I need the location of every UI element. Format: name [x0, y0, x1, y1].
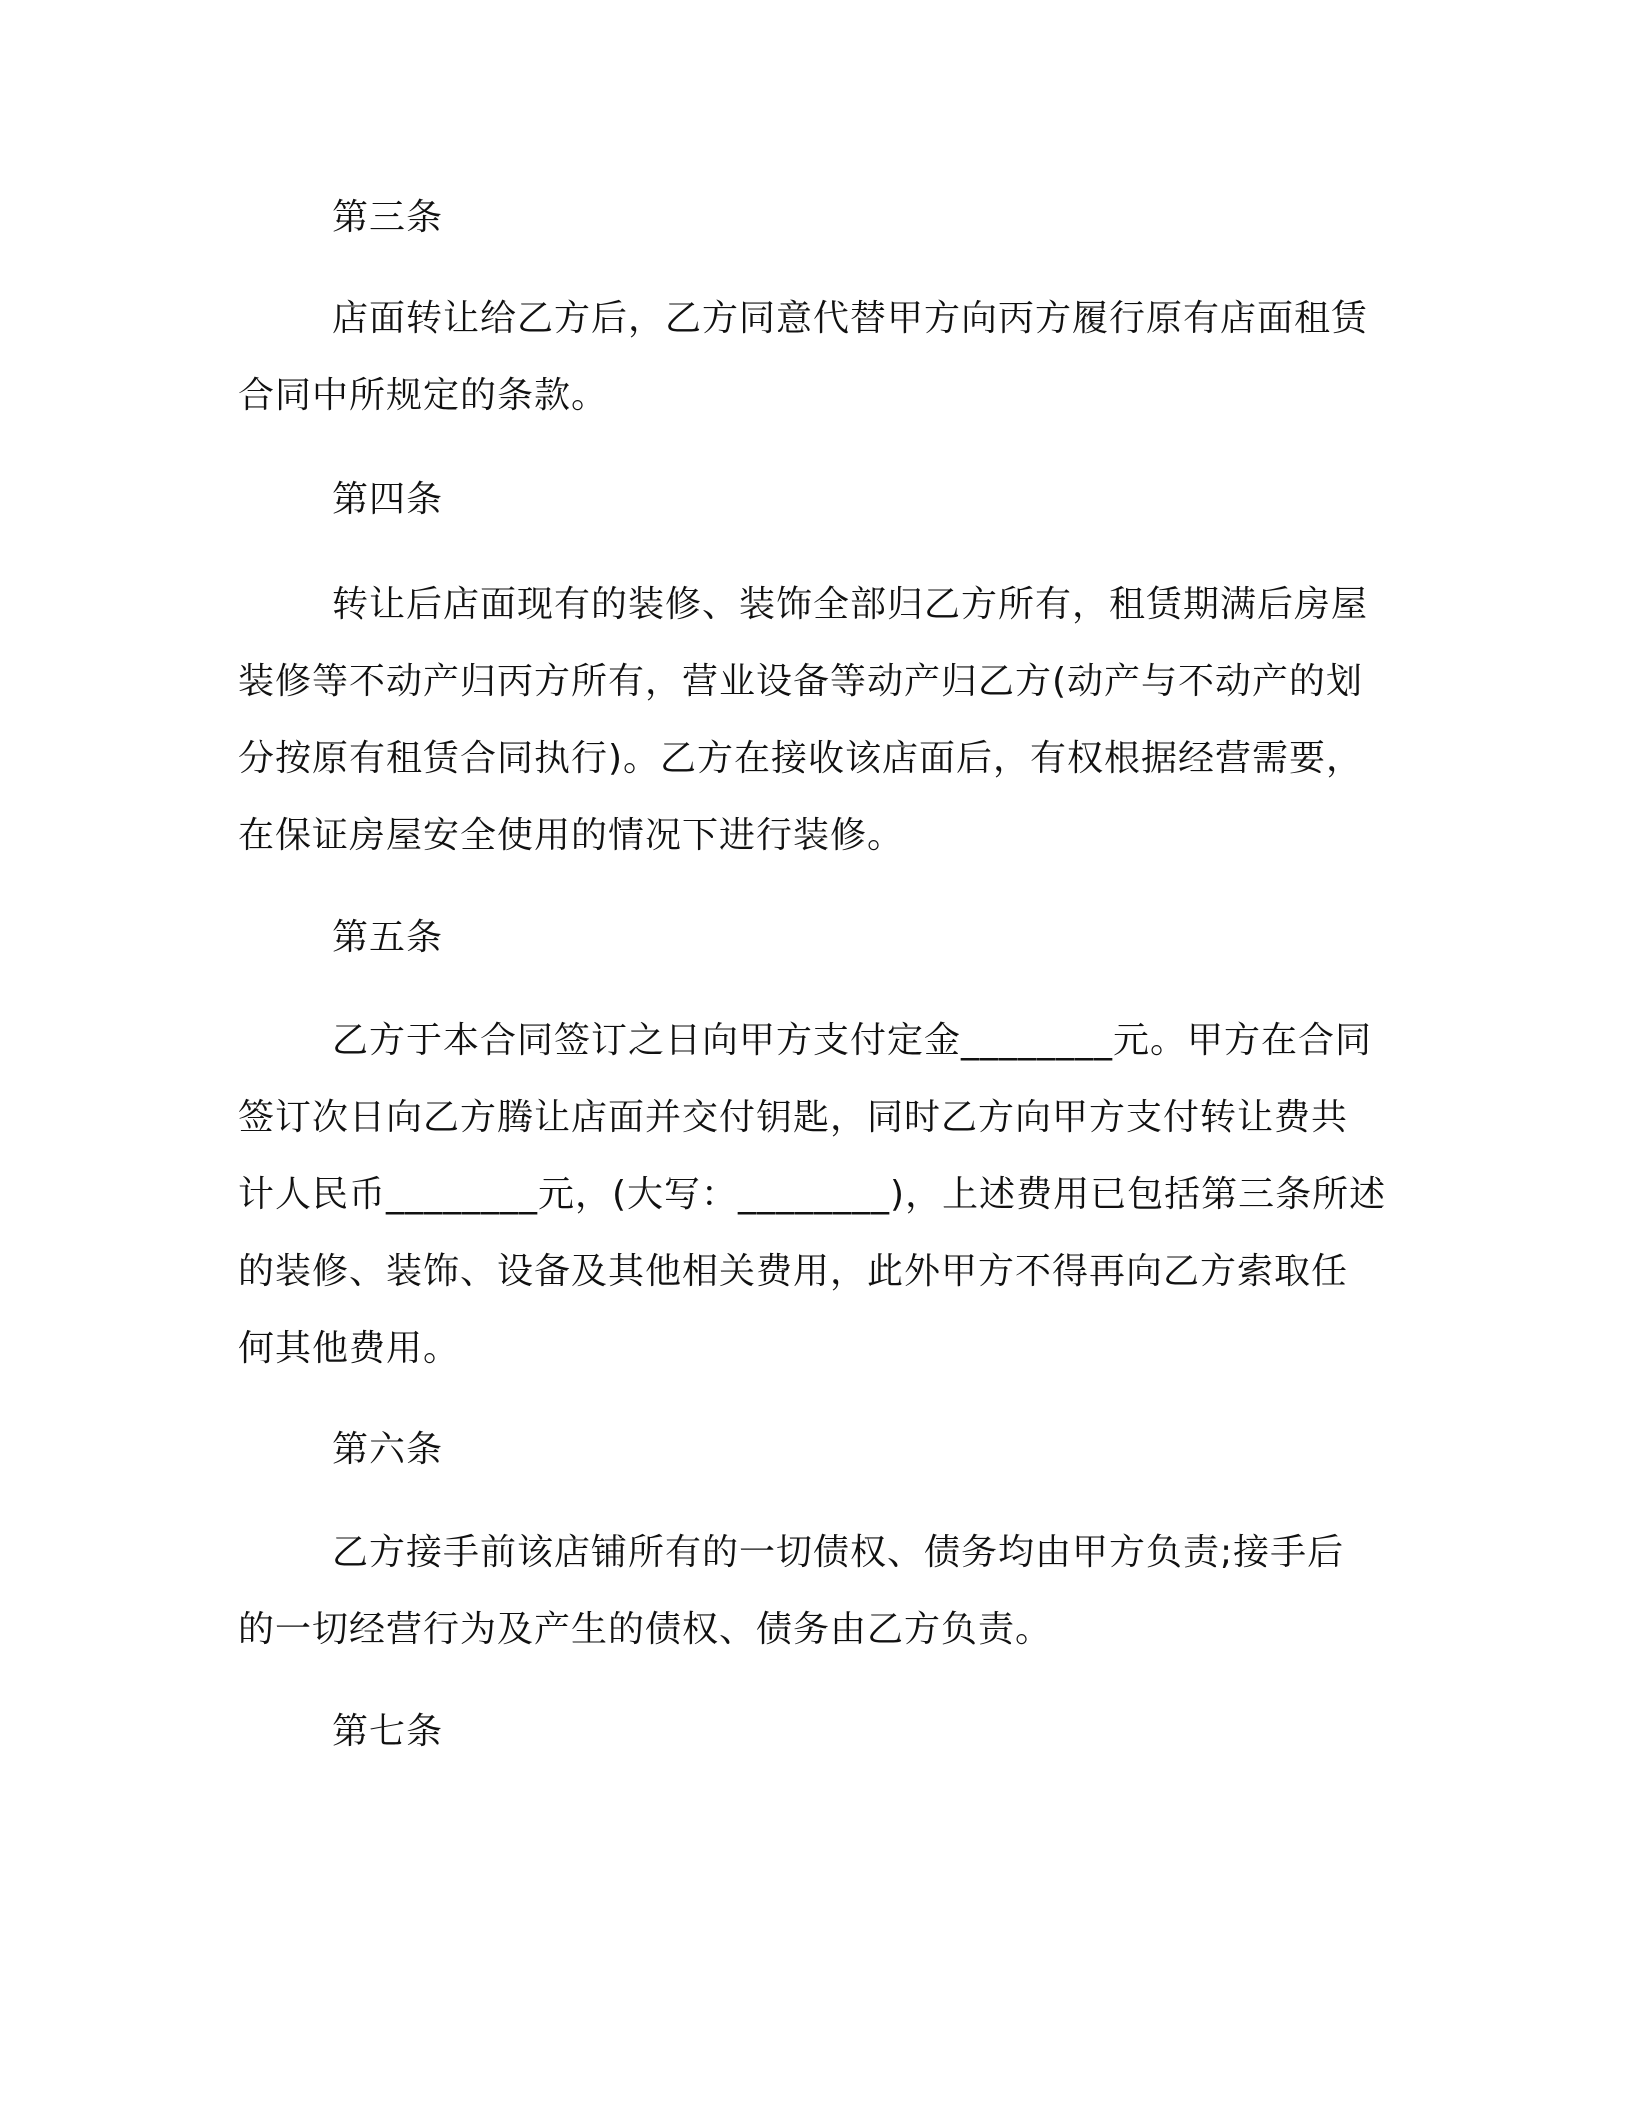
article-heading-3: 第三条: [332, 197, 444, 238]
article-body-4: [238, 566, 1378, 874]
article-body-3: [238, 280, 1378, 434]
article-heading-7: 第七条: [332, 1711, 444, 1752]
paragraph-line: 乙方于本合同签订之日向甲方支付定金________元。甲方在合同: [332, 1020, 1373, 1061]
paragraph-line: 何其他费用。: [238, 1328, 461, 1369]
paragraph-line: 合同中所规定的条款。: [238, 375, 609, 416]
paragraph-line: 店面转让给乙方后，乙方同意代替甲方向丙方履行原有店面租赁: [332, 298, 1369, 339]
article-heading-4: 第四条: [332, 479, 444, 520]
paragraph-line: 乙方接手前该店铺所有的一切债权、债务均由甲方负责;接手后: [332, 1532, 1345, 1573]
paragraph-line: 的装修、装饰、设备及其他相关费用，此外甲方不得再向乙方索取任: [238, 1251, 1349, 1292]
paragraph-line: 装修等不动产归丙方所有，营业设备等动产归乙方(动产与不动产的划: [238, 661, 1364, 702]
article-body-5: [238, 1002, 1387, 1387]
article-body-6: [238, 1514, 1378, 1668]
paragraph-line: 分按原有租赁合同执行)。乙方在接收该店面后，有权根据经营需要，: [238, 738, 1364, 779]
paragraph-line: 转让后店面现有的装修、装饰全部归乙方所有，租赁期满后房屋: [332, 584, 1369, 625]
paragraph-line: 的一切经营行为及产生的债权、债务由乙方负责。: [238, 1609, 1053, 1650]
article-heading-5: 第五条: [332, 917, 444, 958]
paragraph-line: 签订次日向乙方腾让店面并交付钥匙，同时乙方向甲方支付转让费共: [238, 1097, 1349, 1138]
paragraph-line: 计人民币________元，(大写：________)，上述费用已包括第三条所述: [238, 1174, 1387, 1215]
paragraph-line: 在保证房屋安全使用的情况下进行装修。: [238, 815, 905, 856]
article-heading-6: 第六条: [332, 1429, 444, 1470]
